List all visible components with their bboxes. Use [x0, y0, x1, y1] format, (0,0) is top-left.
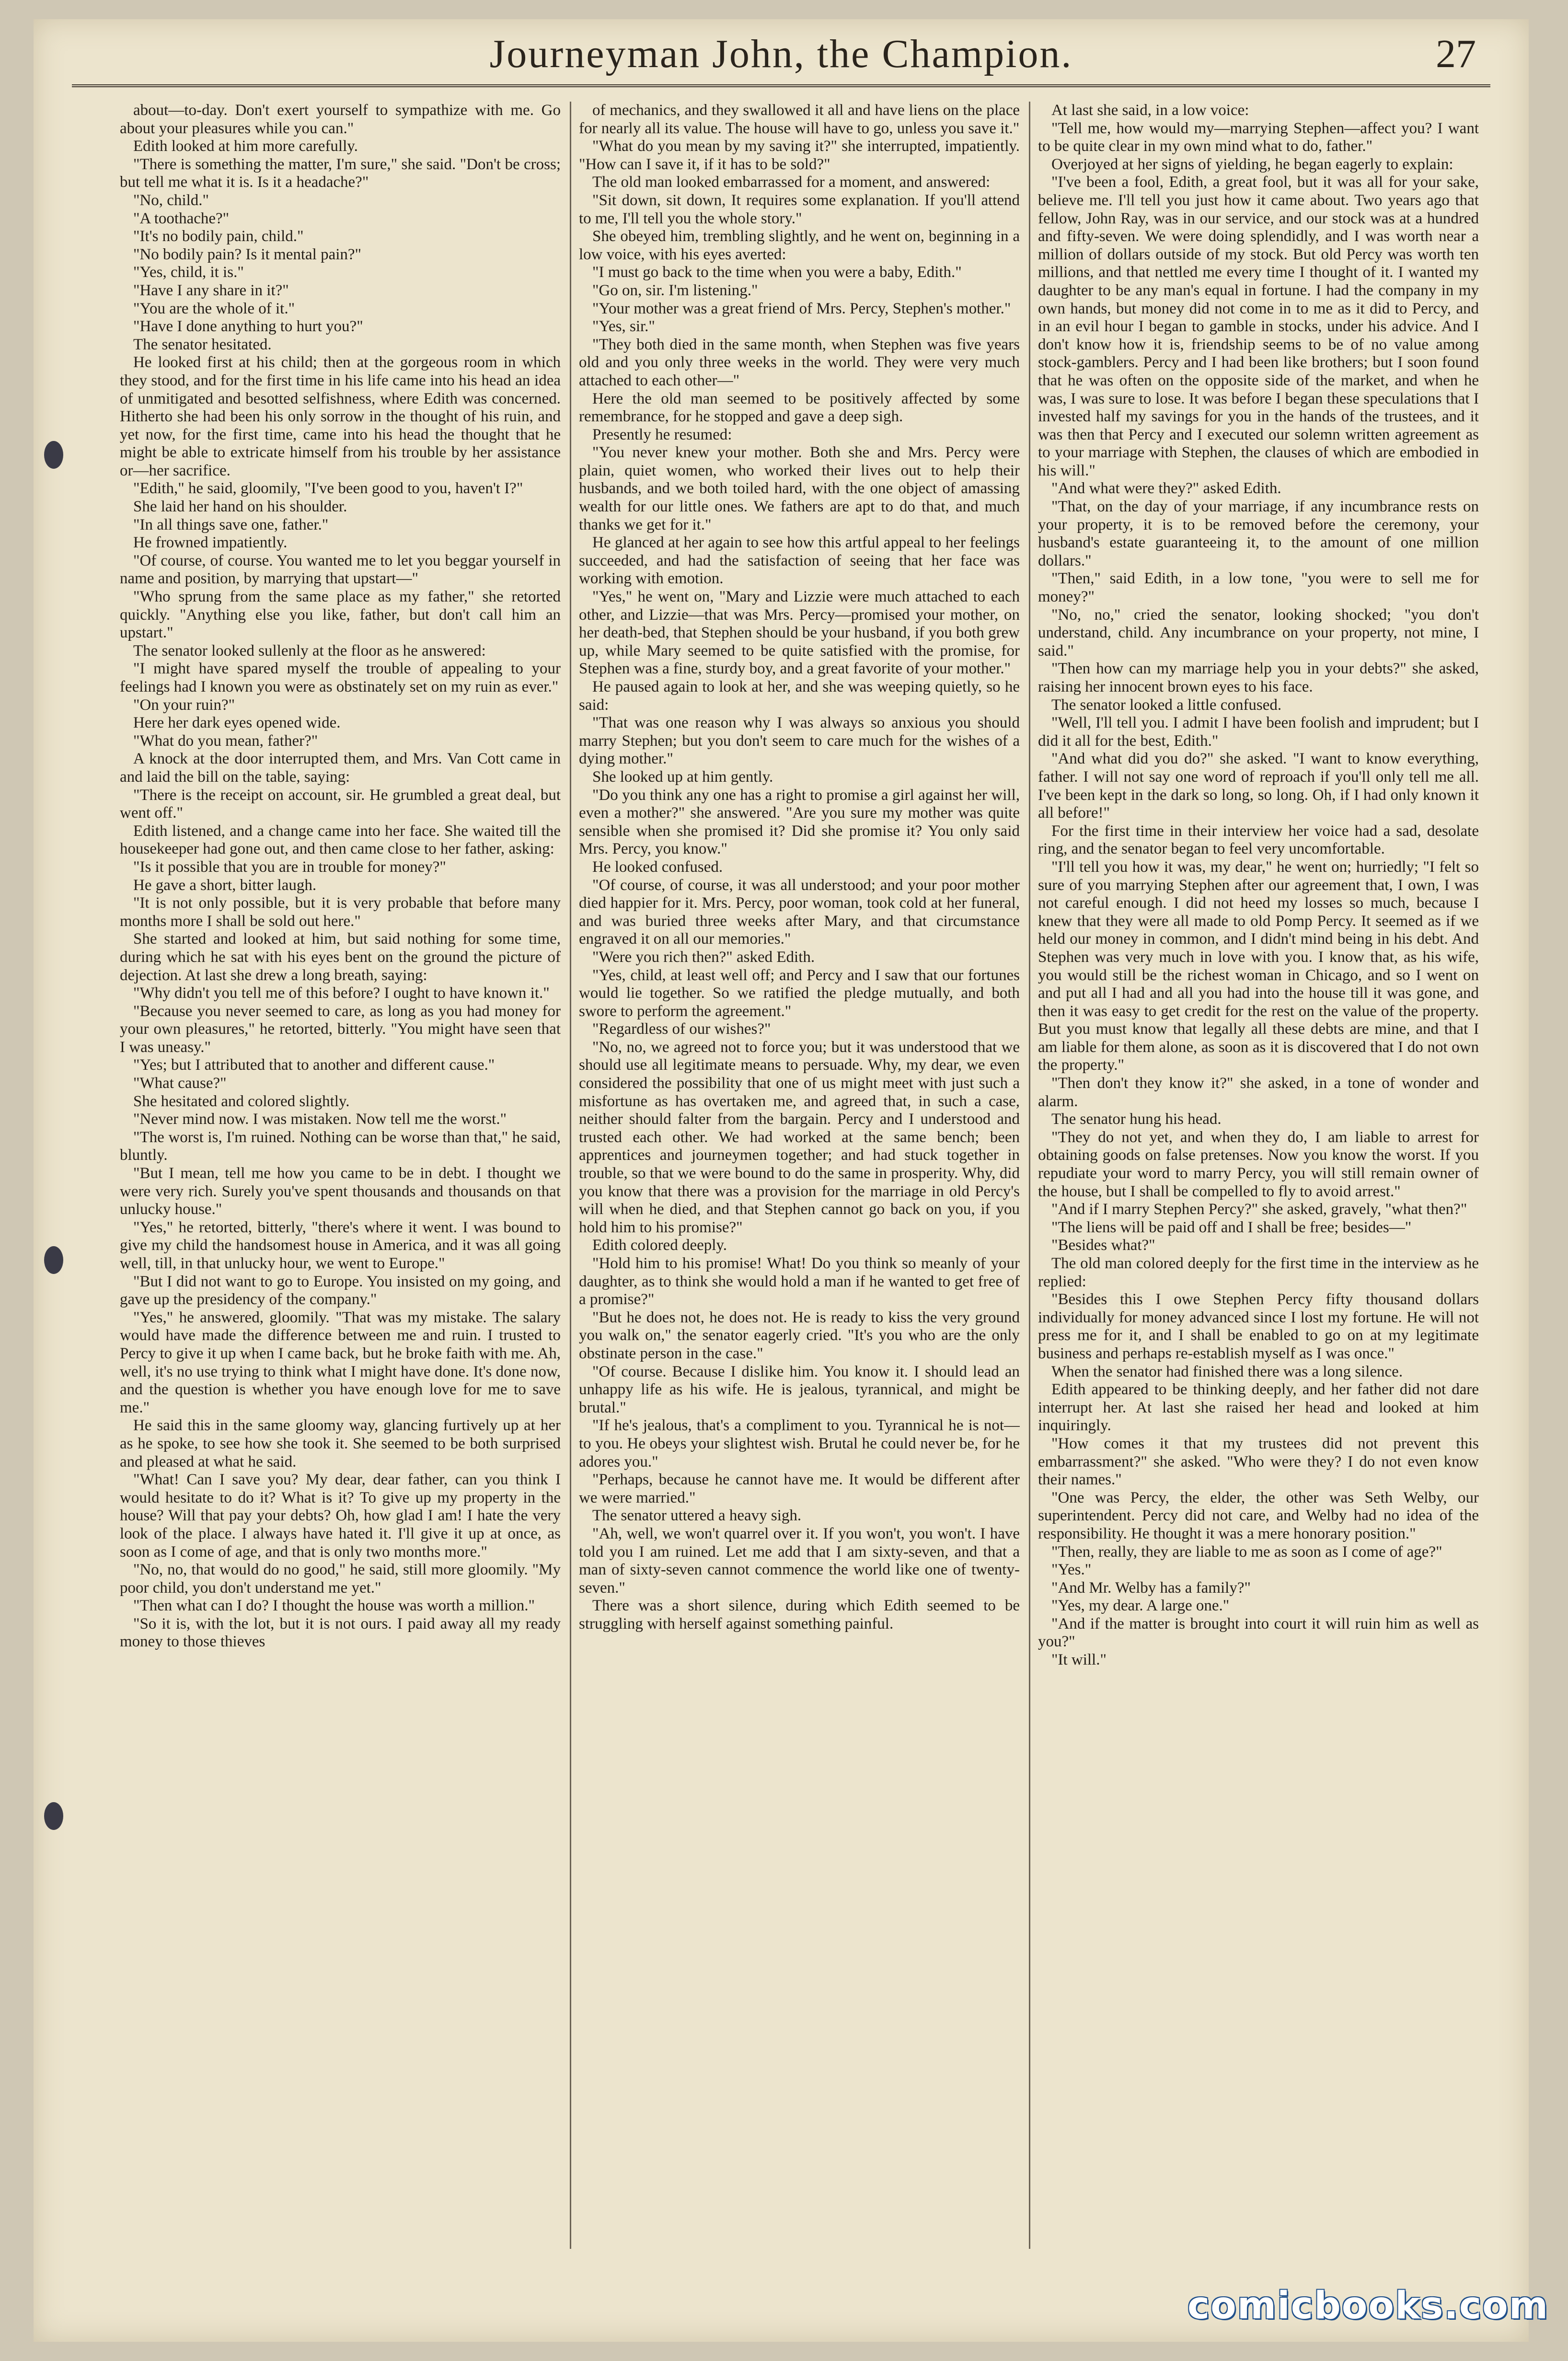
paragraph: "Well, I'll tell you. I admit I have been foolish and imprudent; but I did it all for the best, Edith." — [1038, 714, 1479, 750]
paragraph: "Yes, sir." — [592, 318, 655, 336]
paragraph: "No, no," cried the senator, looking shocked; "you don't understand, child. Any incumbrance on your property, not mine, I said." — [1038, 606, 1479, 660]
paragraph: "Yes, child, at least well off; and Percy and I saw that our fortunes would lie together. So we ratified the pledge mutually, and both swore to perform the agreement." — [579, 966, 1020, 1020]
paragraph: "That, on the day of your marriage, if any incumbrance rests on your property, it is to be removed before the ceremony, your husband's estate guaranteeing it, to the amount of one million dollars." — [1038, 498, 1479, 569]
paragraph: "Of course, of course. You wanted me to let you beggar yourself in name and position, by marrying that upstart—" — [120, 552, 561, 588]
paragraph: "You are the whole of it." — [133, 300, 295, 317]
paragraph: "That was one reason why I was always so anxious you should marry Stephen; but you don't seem to care much for the wishes of a dying mother." — [579, 714, 1020, 768]
paragraph: "No, no, that would do no good," he said, still more gloomily. "My poor child, you don't understand me yet." — [120, 1561, 561, 1597]
column-rule — [570, 102, 571, 2249]
paragraph: "What! Can I save you? My dear, dear father, can you think I would hesitate to do it? What is it? To give up my property in the house? Will that pay your debts? Oh, how glad I am! I hate the very look of the place. I always have hated it. I'll give it up at once, as soon as I come of age, and that is only two months more." — [120, 1471, 561, 1561]
paragraph: "It will." — [1051, 1651, 1107, 1669]
paragraph: "Who sprung from the same place as my father," she retorted quickly. "Anything else you like, father, but don't call him an upstart." — [120, 588, 561, 642]
paragraph: "I might have spared myself the trouble of appealing to your feelings had I known you were as obstinately set on my ruin as ever." — [120, 660, 561, 695]
paragraph: "Of course, of course, it was all understood; and your poor mother died happier for it. Mrs. Percy, poor woman, took cold at her funeral, and was buried three weeks after Mary, and that circumstance engraved it on all our memories." — [579, 876, 1020, 948]
paragraph: He paused again to look at her, and she was weeping quietly, so he said: — [579, 678, 1020, 714]
paragraph: He said this in the same gloomy way, glancing furtively up at her as he spoke, to see how she took it. She seemed to be both surprised and pleased at what he said. — [120, 1417, 561, 1470]
column-rule — [1029, 102, 1030, 2249]
paragraph: Presently he resumed: — [592, 426, 732, 443]
paragraph: "Yes, my dear. A large one." — [1051, 1597, 1230, 1615]
paragraph: The senator uttered a heavy sigh. — [592, 1507, 802, 1525]
binding-hole — [44, 1802, 63, 1830]
text-column-1 — [120, 102, 561, 2249]
paragraph: "Then what can I do? I thought the house was worth a million." — [133, 1597, 535, 1615]
paragraph: "Do you think any one has a right to promise a girl against her will, even a mother?" she answered. "Are you sure my mother was quite sensible when she promised it? Did she promise it? You only said Mrs. Percy, you know." — [579, 786, 1020, 858]
paragraph: "There is the receipt on account, sir. He grumbled a great deal, but went off." — [120, 786, 561, 822]
paragraph: of mechanics, and they swallowed it all and have liens on the place for nearly all its value. The house will have to go, unless you save it." — [579, 102, 1020, 137]
paragraph: "They both died in the same month, when Stephen was five years old and you only three weeks in the world. They were very much attached to each other—" — [579, 336, 1020, 389]
running-head — [72, 27, 1490, 87]
paragraph: "Besides what?" — [1051, 1237, 1155, 1254]
paragraph: "Yes." — [1051, 1561, 1092, 1579]
paragraph: "There is something the matter, I'm sure," she said. "Don't be cross; but tell me what it is. Is it a headache?" — [120, 155, 561, 191]
paragraph: He frowned impatiently. — [133, 534, 288, 552]
paragraph: "Yes; but I attributed that to another and different cause." — [133, 1056, 495, 1074]
paragraph: Here her dark eyes opened wide. — [133, 714, 341, 732]
paragraph: "On your ruin?" — [133, 696, 235, 714]
paragraph: "What do you mean, father?" — [133, 732, 318, 750]
paragraph: "And if I marry Stephen Percy?" she asked, gravely, "what then?" — [1051, 1201, 1467, 1218]
paragraph: "You never knew your mother. Both she and Mrs. Percy were plain, quiet women, who worked their lives out to help their husbands, and we both toiled hard, with the one object of amassing wealth for our little ones. We fathers are apt to do that, and much thanks we get for it." — [579, 444, 1020, 533]
paragraph: "Have I done anything to hurt you?" — [133, 318, 363, 336]
paragraph: "Regardless of our wishes?" — [592, 1020, 771, 1038]
paragraph: "Yes," he answered, gloomily. "That was my mistake. The salary would have made the difference between me and ruin. I trusted to Percy to give it up when I came back, but he broke faith with me. Ah, well, it's no use trying to think what I might have done. It's done now, and the question is whether you have enough love for me to save me." — [120, 1308, 561, 1416]
paragraph: At last she said, in a low voice: — [1051, 102, 1249, 119]
page-number: 27 — [1436, 32, 1476, 76]
paragraph: "They do not yet, and when they do, I am liable to arrest for obtaining goods on false pretenses. Now you know the worst. If you repudiate your word to marry Percy, you will still remain owner of the house, but I shall be compelled to fly to avoid arrest." — [1038, 1128, 1479, 1200]
paragraph: The old man colored deeply for the first time in the interview as he replied: — [1038, 1255, 1479, 1290]
binding-hole — [44, 1246, 63, 1274]
paragraph: "Edith," he said, gloomily, "I've been good to you, haven't I?" — [133, 480, 523, 498]
paragraph: "But he does not, he does not. He is ready to kiss the very ground you walk on," the senator eagerly cried. "It's you who are the only obstinate person in the case." — [579, 1308, 1020, 1362]
paragraph: "No, child." — [133, 191, 209, 209]
paragraph: "No, no, we agreed not to force you; but it was understood that we should use all legitimate means to persuade. Why, my dear, we even considered the possibility that one of us might meet with just such a misfortune as has overtaken me, and agreed that, in such a case, neither should falter from the bargain. Percy and I understood and trusted each other. We had worked at the same bench; been apprentices and journeymen together; and had stuck together in trouble, so that we were bound to do the same in prosperity. Why, did you know that there was a provision for the marriage in old Percy's will when he died, and that Stephen cannot go back on you, if you hold him to his promise?" — [579, 1038, 1020, 1236]
paragraph: "Then don't they know it?" she asked, in a tone of wonder and alarm. — [1038, 1075, 1479, 1110]
paragraph: "Then, really, they are liable to me as soon as I come of age?" — [1051, 1543, 1442, 1561]
paragraph: "Why didn't you tell me of this before? I ought to have known it." — [133, 984, 550, 1002]
text-column-2 — [579, 102, 1020, 2249]
paragraph: "If he's jealous, that's a compliment to you. Tyrannical he is not—to you. He obeys your slightest wish. Brutal he could never be, for he adores you." — [579, 1417, 1020, 1470]
paragraph: A knock at the door interrupted them, and Mrs. Van Cott came in and laid the bill on the table, saying: — [120, 750, 561, 786]
paragraph: There was a short silence, during which Edith seemed to be struggling with herself against something painful. — [579, 1597, 1020, 1632]
paragraph: "And Mr. Welby has a family?" — [1051, 1579, 1251, 1597]
paragraph: He glanced at her again to see how this artful appeal to her feelings succeeded, and had the satisfaction of seeing that her face was working with emotion. — [579, 534, 1020, 588]
paragraph: "Perhaps, because he cannot have me. It would be different after we were married." — [579, 1471, 1020, 1506]
paragraph: Edith listened, and a change came into her face. She waited till the housekeeper had gone out, and then came close to her father, asking: — [120, 822, 561, 858]
paragraph: "Because you never seemed to care, as long as you had money for your own pleasures," he retorted, bitterly. "You might have seen that I was uneasy." — [120, 1002, 561, 1056]
watermark-logo: comicbooks.com — [1187, 2284, 1549, 2327]
paragraph: "I'll tell you how it was, my dear," he went on; hurriedly; "I felt so sure of you marrying Stephen after our agreement that, I own, I was not careful enough. I did not heed my losses so much, because I knew that they were all made to old Pomp Percy. It seemed as if we held our money in common, and I didn't mind being in his debt. And Stephen was very much in love with you. I know that, as his wife, you would still be the richest woman in Chicago, and so I went on and put all I had and all you had into the house till it was gone, and then it was easy to get credit for the rest on the value of the property. But you must know that legally all these debts are mine, and that I am liable for them alone, as soon as it is discovered that I do not own the property." — [1038, 858, 1479, 1074]
paragraph: "Then," said Edith, in a low tone, "you were to sell me for money?" — [1038, 570, 1479, 606]
paragraph: She obeyed him, trembling slightly, and he went on, beginning in a low voice, with his eyes averted: — [579, 228, 1020, 263]
paragraph: "Tell me, how would my—marrying Stephen—affect you? I want to be quite clear in my own mind what to do, father." — [1038, 119, 1479, 155]
paragraph: He looked first at his child; then at the gorgeous room in which they stood, and for the first time in his life came into his head an idea of unmitigated and besotted selfishness, where Edith was concerned. Hitherto she had been his only sorrow in the thought of his ruin, and yet now, for the first time, came into his head the thought that he might be able to extricate himself from his trouble by her assistance or—her sacrifice. — [120, 354, 561, 479]
paragraph: "No bodily pain? Is it mental pain?" — [133, 245, 362, 263]
paragraph: "In all things save one, father." — [133, 516, 329, 533]
paragraph: "The liens will be paid off and I shall be free; besides—" — [1051, 1218, 1412, 1236]
paragraph: "But I mean, tell me how you came to be in debt. I thought we were very rich. Surely you've spent thousands and thousands on that unlucky house." — [120, 1165, 561, 1218]
paragraph: Edith colored deeply. — [592, 1237, 727, 1254]
paragraph: "The worst is, I'm ruined. Nothing can be worse than that," he said, bluntly. — [120, 1128, 561, 1164]
paragraph: "Hold him to his promise! What! Do you think so meanly of your daughter, as to think she would hold a man if he wanted to get free of a promise?" — [579, 1255, 1020, 1308]
paragraph: For the first time in their interview her voice had a sad, desolate ring, and the senator began to feel very uncomfortable. — [1038, 822, 1479, 858]
paragraph: "What do you mean by my saving it?" she interrupted, impatiently. "How can I save it, if it has to be sold?" — [579, 138, 1020, 173]
paragraph: He looked confused. — [592, 858, 723, 876]
paragraph: "Is it possible that you are in trouble for money?" — [133, 858, 446, 876]
binding-hole — [44, 441, 63, 469]
text-column-3 — [1038, 102, 1479, 2249]
paragraph: The senator looked sullenly at the floor as he answered: — [133, 642, 486, 660]
paragraph: "Have I any share in it?" — [133, 281, 289, 299]
paragraph: Here the old man seemed to be positively affected by some remembrance, for he stopped and gave a deep sigh. — [579, 390, 1020, 426]
paragraph: She laid her hand on his shoulder. — [133, 498, 347, 516]
paragraph: "A toothache?" — [133, 209, 230, 227]
paragraph: The senator hesitated. — [133, 336, 272, 353]
paragraph: "How comes it that my trustees did not prevent this embarrassment?" she asked. "Who were they? I do not even know their names." — [1038, 1435, 1479, 1489]
paragraph: "Yes," he went on, "Mary and Lizzie were much attached to each other, and Lizzie—that was Mrs. Percy—promised your mother, on her death-bed, that Stephen should be your husband, if you both grew up, while Mary seemed to be quite satisfied with the promise, for Stephen was a fine, sturdy boy, and a great favorite of your mother." — [579, 588, 1020, 678]
paragraph: "And what did you do?" she asked. "I want to know everything, father. I will not say one word of reproach if you'll only tell me all. I've been kept in the dark so long, so long. Oh, if I had only known it all before!" — [1038, 750, 1479, 822]
paragraph: When the senator had finished there was a long silence. — [1051, 1363, 1403, 1380]
paragraph: "Were you rich then?" asked Edith. — [592, 948, 815, 966]
paragraph: "Never mind now. I was mistaken. Now tell me the worst." — [133, 1111, 507, 1128]
paragraph: "What cause?" — [133, 1075, 227, 1092]
paragraph: "Sit down, sit down, It requires some explanation. If you'll attend to me, I'll tell you the whole story." — [579, 191, 1020, 227]
paragraph: "But I did not want to go to Europe. You insisted on my going, and gave up the presidency of the company." — [120, 1273, 561, 1308]
paragraph: "Yes, child, it is." — [133, 264, 244, 281]
paragraph: The old man looked embarrassed for a moment, and answered: — [592, 174, 991, 191]
paragraph: "Ah, well, we won't quarrel over it. If you won't, you won't. I have told you I am ruined. Let me add that I am sixty-seven, and that a man of sixty-seven cannot commence the world like one of twenty-seven." — [579, 1525, 1020, 1597]
paragraph: "So it is, with the lot, but it is not ours. I paid away all my ready money to those thieves — [120, 1615, 561, 1651]
paragraph: "Your mother was a great friend of Mrs. Percy, Stephen's mother." — [592, 300, 1011, 317]
paragraph: "I've been a fool, Edith, a great fool, but it was all for your sake, believe me. I'll tell you just how it came about. Two years ago that fellow, John Ray, was in our service, and our stock was at a hundred and fifty-seven. We were doing splendidly, and I was worth near a million of dollars outside of my stock. But old Percy was worth ten millions, and that nettled me every time I thought of it. I wanted my daughter to be any man's equal in fortune. I had the company in my own hands, but money did not come in to me as it did to Percy, and in an evil hour I began to gamble in stocks, under his advice. And I don't know how it is, friendship seems to be of no value among stock-gamblers. Percy and I had been like brothers; but I soon found that he was often on the opposite side of the market, and when he was, I was sure to lose. It was before I began these speculations that I invested half my savings for you in the hands of the trustees, and it was then that Percy and I executed our solemn written agreement as to your marriage with Stephen, the clauses of which are embodied in his will." — [1038, 174, 1479, 479]
paragraph: She started and looked at him, but said nothing for some time, during which he sat with his eyes bent on the ground the picture of dejection. At last she drew a long breath, saying: — [120, 930, 561, 984]
paragraph: "Of course. Because I dislike him. You know it. I should lead an unhappy life as his wife. He is jealous, tyrannical, and might be brutal." — [579, 1363, 1020, 1416]
paragraph: "One was Percy, the elder, the other was Seth Welby, our superintendent. Percy did not care, and Welby had no idea of the responsibility. He thought it was a mere honorary position." — [1038, 1489, 1479, 1542]
paragraph: "It is not only possible, but it is very probable that before many months more I shall be sold out here." — [120, 894, 561, 930]
paragraph: "It's no bodily pain, child." — [133, 228, 304, 245]
paragraph: "I must go back to the time when you were a baby, Edith." — [592, 264, 962, 281]
paragraph: Edith appeared to be thinking deeply, and her father did not dare interrupt her. At last she raised her head and looked at him inquiringly. — [1038, 1381, 1479, 1435]
paragraph: She hesitated and colored slightly. — [133, 1092, 350, 1110]
paragraph: "Go on, sir. I'm listening." — [592, 281, 758, 299]
paragraph: "And what were they?" asked Edith. — [1051, 480, 1281, 498]
paragraph: She looked up at him gently. — [592, 768, 773, 786]
paragraph: "Besides this I owe Stephen Percy fifty thousand dollars individually for money advanced since I lost my fortune. He will not press me for it, and I shall be enabled to go on at my legitimate business and perhaps re-establish myself as I was once." — [1038, 1291, 1479, 1362]
paragraph: "And if the matter is brought into court it will ruin him as well as you?" — [1038, 1615, 1479, 1651]
paragraph: "Then how can my marriage help you in your debts?" she asked, raising her innocent brown eyes to his face. — [1038, 660, 1479, 695]
paragraph: Overjoyed at her signs of yielding, he began eagerly to explain: — [1051, 155, 1453, 173]
paragraph: about—to-day. Don't exert yourself to sympathize with me. Go about your pleasures while you can." — [120, 102, 561, 137]
running-title: Journeyman John, the Champion. — [489, 32, 1073, 76]
paragraph: "Yes," he retorted, bitterly, "there's where it went. I was bound to give my child the handsomest house in America, and it was all going well, till, in that unlucky hour, we went to Europe." — [120, 1218, 561, 1272]
paragraph: The senator looked a little confused. — [1051, 696, 1282, 714]
paragraph: Edith looked at him more carefully. — [133, 138, 358, 155]
paragraph: He gave a short, bitter laugh. — [133, 876, 317, 894]
paragraph: The senator hung his head. — [1051, 1111, 1222, 1128]
